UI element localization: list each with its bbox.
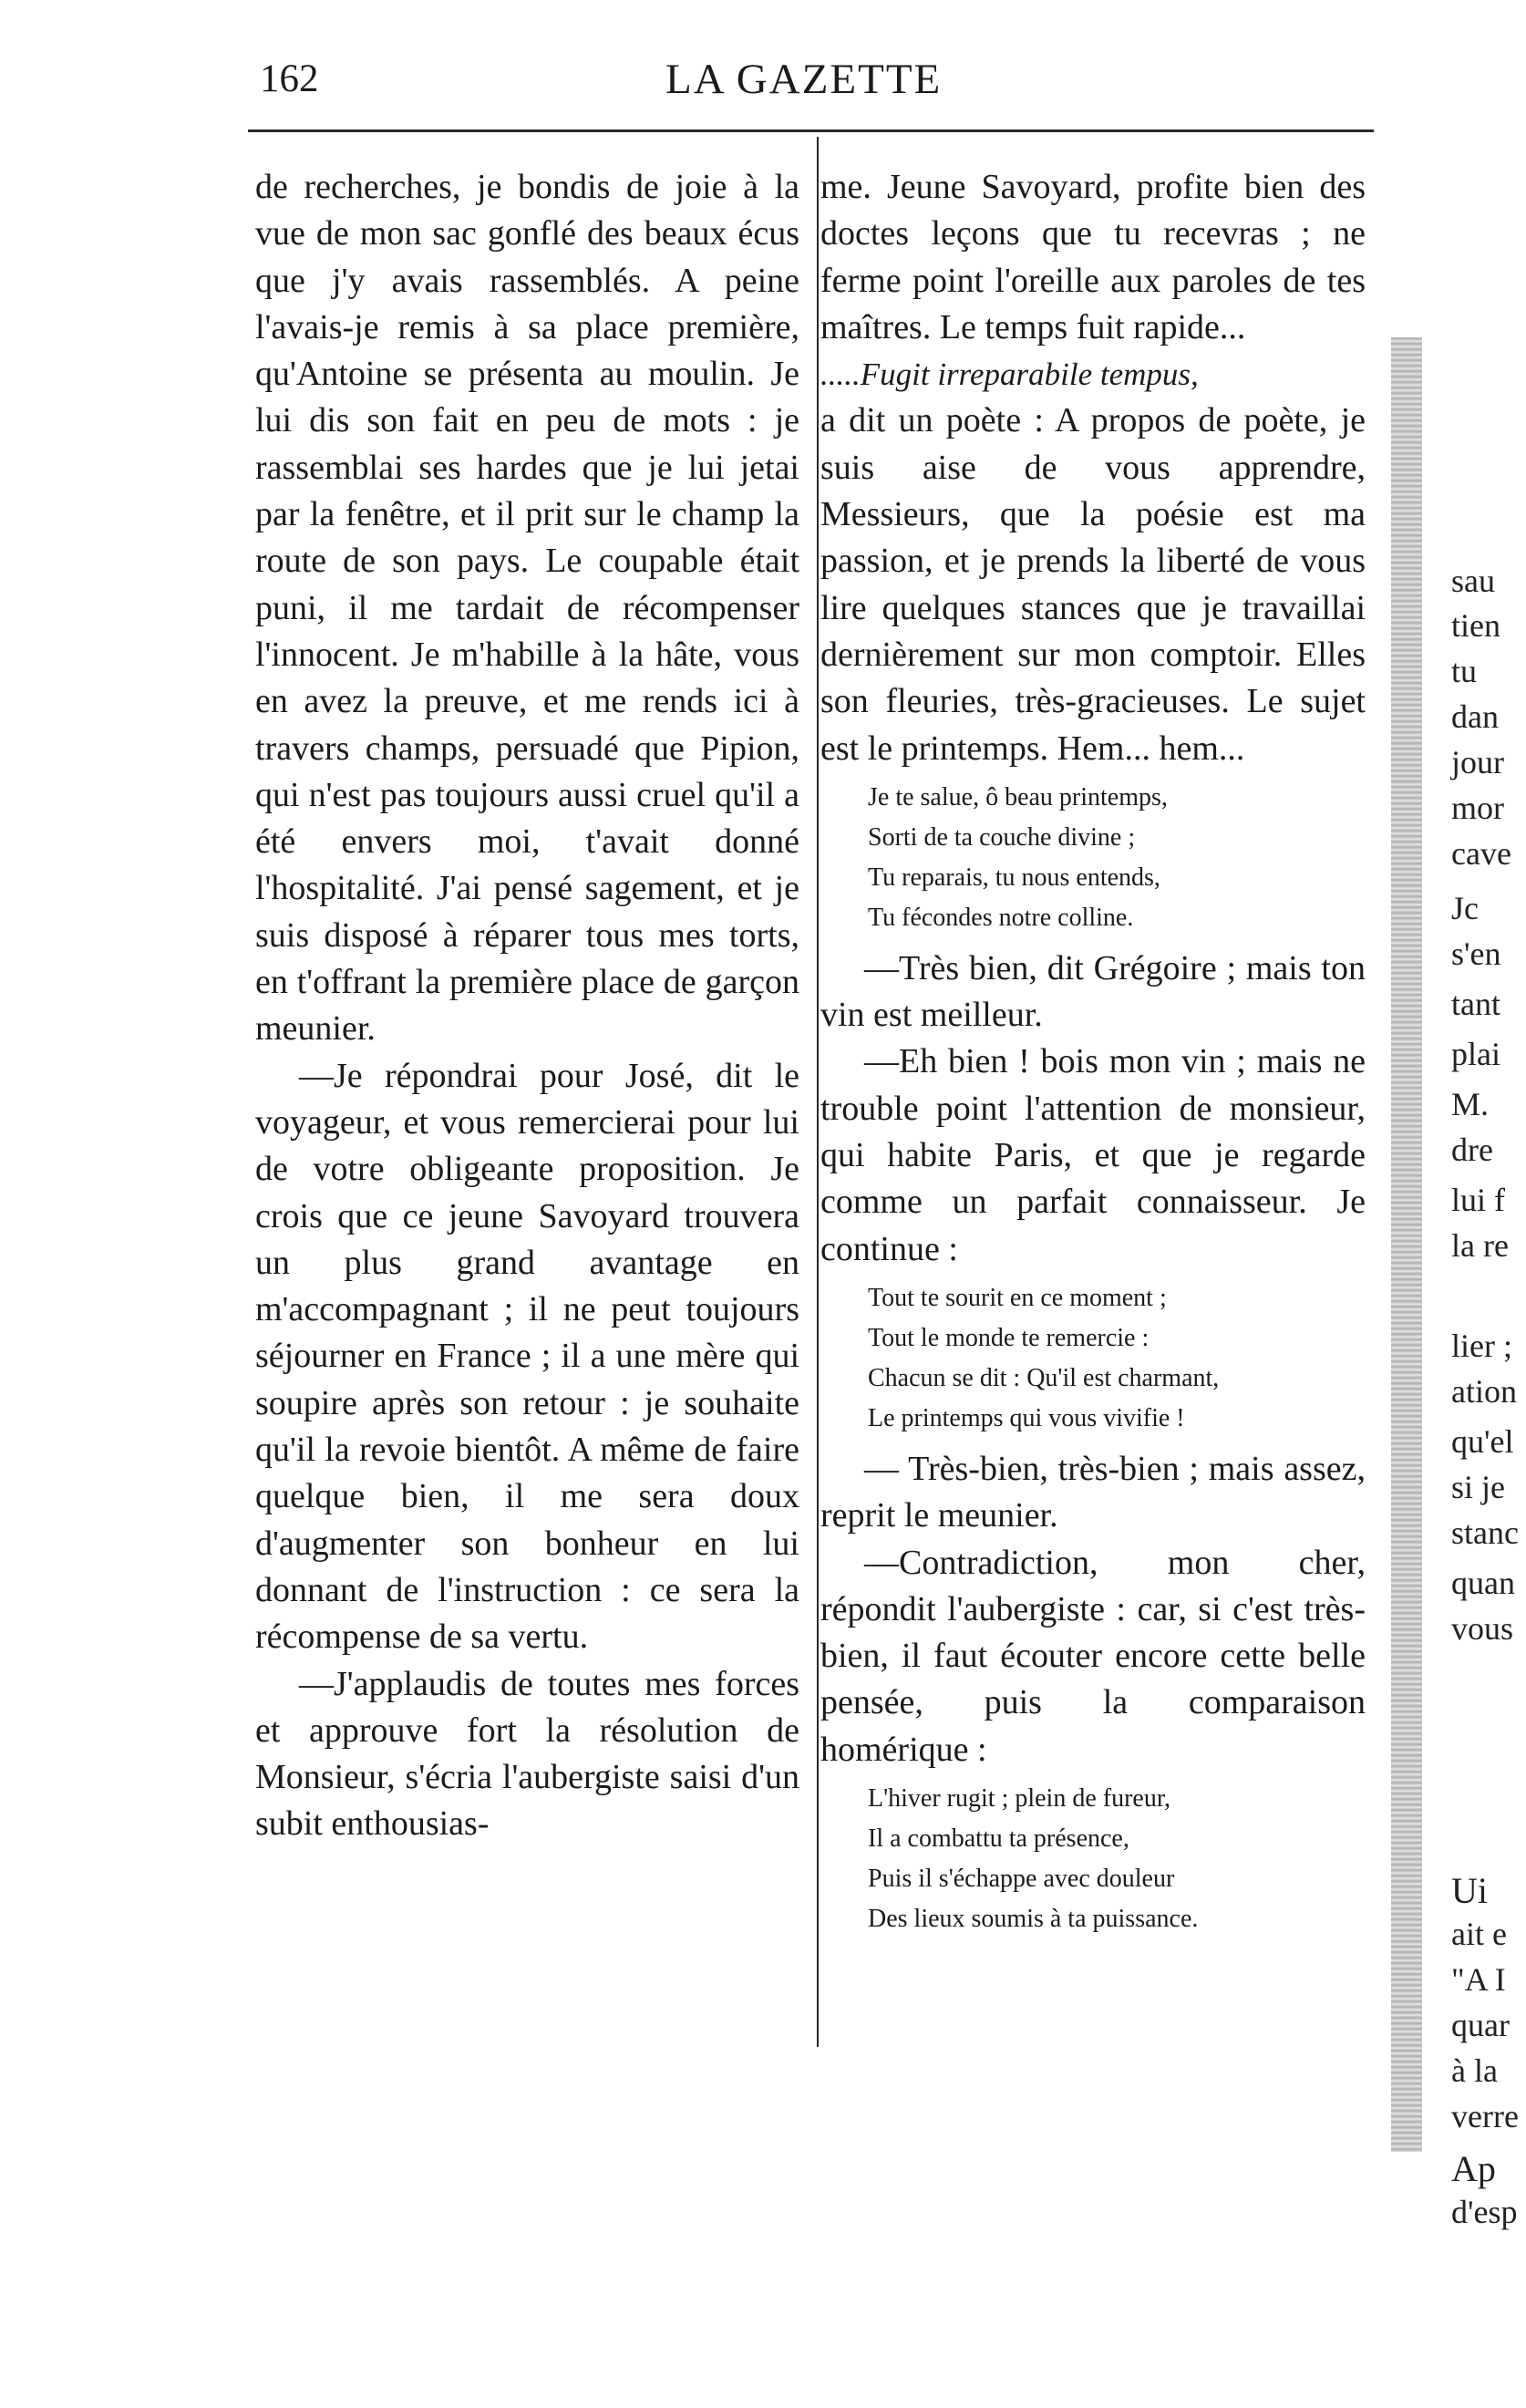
adjacent-line: ation bbox=[1451, 1373, 1517, 1410]
adjacent-line: lui f bbox=[1451, 1182, 1505, 1218]
right-paragraph-2: a dit un poète : A propos de poète, je suis aise de vous apprendre, Messieurs, que la poésie est ma passion, et je prends la liberté de vous lire quelques stances que je travaillai dernièrement sur mon comptoir. Elles son fleuries, très-gracieuses. Le sujet est le printemps. Hem... hem... bbox=[820, 401, 1366, 768]
adjacent-line: tant bbox=[1451, 986, 1500, 1022]
verse-stanza-2 bbox=[868, 1278, 1366, 1439]
page-number: 162 bbox=[260, 57, 319, 100]
adjacent-line: tien bbox=[1451, 607, 1500, 644]
header-rule bbox=[248, 129, 1374, 132]
adjacent-line: Ap bbox=[1451, 2148, 1496, 2189]
latin-quote: .....Fugit irreparabile tempus, bbox=[820, 357, 1199, 393]
adjacent-line: à la bbox=[1451, 2052, 1498, 2089]
verse-line: Tu fécondes notre colline. bbox=[868, 903, 1134, 932]
adjacent-line: lier ; bbox=[1451, 1328, 1512, 1364]
adjacent-line: stanc bbox=[1451, 1514, 1519, 1551]
adjacent-line: jour bbox=[1451, 744, 1504, 780]
adjacent-line: tu bbox=[1451, 653, 1478, 689]
page-gutter-shadow bbox=[1391, 337, 1422, 2152]
verse-line: Puis il s'échappe avec douleur bbox=[868, 1865, 1175, 1894]
verse-line: Tu reparais, tu nous entends, bbox=[868, 863, 1160, 892]
right-paragraph-6: —Contradiction, mon cher, répondit l'aubergiste : car, si c'est très-bien, il faut écouter encore cette belle pensée, puis la comparaison homérique : bbox=[820, 1543, 1366, 1769]
running-head: LA GAZETTE bbox=[665, 56, 943, 103]
adjacent-line: "A I bbox=[1451, 1961, 1506, 1998]
right-paragraph-4: —Eh bien ! bois mon vin ; mais ne trouble point l'attention de monsieur, qui habite Paris, et que je regarde comme un parfait connaisseur. Je continue : bbox=[820, 1042, 1366, 1268]
adjacent-line: Ui bbox=[1451, 1870, 1488, 1911]
verse-stanza-3 bbox=[868, 1779, 1366, 1939]
adjacent-line: s'en bbox=[1451, 935, 1501, 972]
adjacent-line: quar bbox=[1451, 2007, 1510, 2043]
adjacent-line: plai bbox=[1451, 1036, 1500, 1072]
right-paragraph-3: —Très bien, dit Grégoire ; mais ton vin est meilleur. bbox=[820, 948, 1366, 1035]
column-divider bbox=[817, 137, 819, 2047]
verse-line: Sorti de ta couche divine ; bbox=[868, 822, 1136, 852]
verse-line: Tout te sourit en ce moment ; bbox=[868, 1283, 1167, 1312]
left-paragraph-2: —Je répondrai pour José, dit le voyageur, et vous remercierai pour lui de votre obligeante proposition. Je crois que ce jeune Savoyard trouvera un plus grand avantage en m'accompagnant ; il ne peut toujours séjourner en France ; il a une mère qui soupire après son retour : je souhaite qu'il la revoie bientôt. A même de faire quelque bien, il me sera doux d'augmenter son bonheur en lui donnant de l'instruction : ce sera la récompense de sa vertu. bbox=[255, 1056, 799, 1657]
adjacent-line: M. bbox=[1451, 1086, 1490, 1122]
adjacent-line: dre bbox=[1451, 1132, 1493, 1168]
adjacent-line: vous bbox=[1451, 1610, 1514, 1647]
verse-line: Le printemps qui vous vivifie ! bbox=[868, 1403, 1185, 1432]
verse-stanza-1 bbox=[868, 778, 1366, 938]
adjacent-line: qu'el bbox=[1451, 1423, 1514, 1460]
verse-line: Des lieux soumis à ta puissance. bbox=[868, 1905, 1199, 1934]
right-column bbox=[820, 164, 1366, 1947]
left-paragraph-3: —J'applaudis de toutes mes forces et approuve fort la résolution de Monsieur, s'écria l'aubergiste saisi d'un subit enthousias- bbox=[255, 1664, 799, 1844]
adjacent-line: sau bbox=[1451, 563, 1495, 599]
verse-line: Chacun se dit : Qu'il est charmant, bbox=[868, 1363, 1220, 1392]
adjacent-page-fragment bbox=[1449, 0, 1526, 2408]
verse-line: Il a combattu ta présence, bbox=[868, 1824, 1129, 1854]
adjacent-line: quan bbox=[1451, 1565, 1515, 1601]
adjacent-line: d'esp bbox=[1451, 2194, 1518, 2230]
adjacent-line: mor bbox=[1451, 790, 1504, 826]
adjacent-line: dan bbox=[1451, 698, 1499, 735]
verse-line: Je te salue, ô beau printemps, bbox=[868, 782, 1168, 811]
verse-line: L'hiver rugit ; plein de fureur, bbox=[868, 1784, 1171, 1814]
adjacent-line: cave bbox=[1451, 835, 1511, 872]
right-paragraph-1: me. Jeune Savoyard, profite bien des doctes leçons que tu recevras ; ne ferme point l'oreille aux paroles de tes maîtres. Le temps fuit rapide... bbox=[820, 168, 1366, 346]
adjacent-line: si je bbox=[1451, 1469, 1505, 1505]
adjacent-line: Jc bbox=[1451, 890, 1479, 926]
left-paragraph-1: de recherches, je bondis de joie à la vue de mon sac gonflé des beaux écus que j'y avais rassemblés. A peine l'avais-je remis à sa place première, qu'Antoine se présenta au moulin. Je lui dis son fait en peu de mots : je rassemblai ses hardes que je lui jetai par la fenêtre, et il prit sur le champ la route de son pays. Le coupable était puni, il me tardait de récompenser l'innocent. Je m'habille à la hâte, vous en avez la preuve, et me rends ici à travers champs, persuadé que Pipion, qui n'est pas toujours aussi cruel qu'il a été envers moi, t'avait donné l'hospitalité. J'ai pensé sagement, et je suis disposé à réparer tous mes torts, en t'offrant la première place de garçon meunier. bbox=[255, 168, 799, 1049]
adjacent-line: ait e bbox=[1451, 1916, 1507, 1952]
adjacent-line: la re bbox=[1451, 1227, 1509, 1264]
adjacent-line: verre bbox=[1451, 2098, 1519, 2134]
verse-line: Tout le monde te remercie : bbox=[868, 1323, 1150, 1352]
left-column bbox=[255, 164, 799, 1848]
right-paragraph-5: — Très-bien, très-bien ; mais assez, reprit le meunier. bbox=[820, 1449, 1366, 1535]
